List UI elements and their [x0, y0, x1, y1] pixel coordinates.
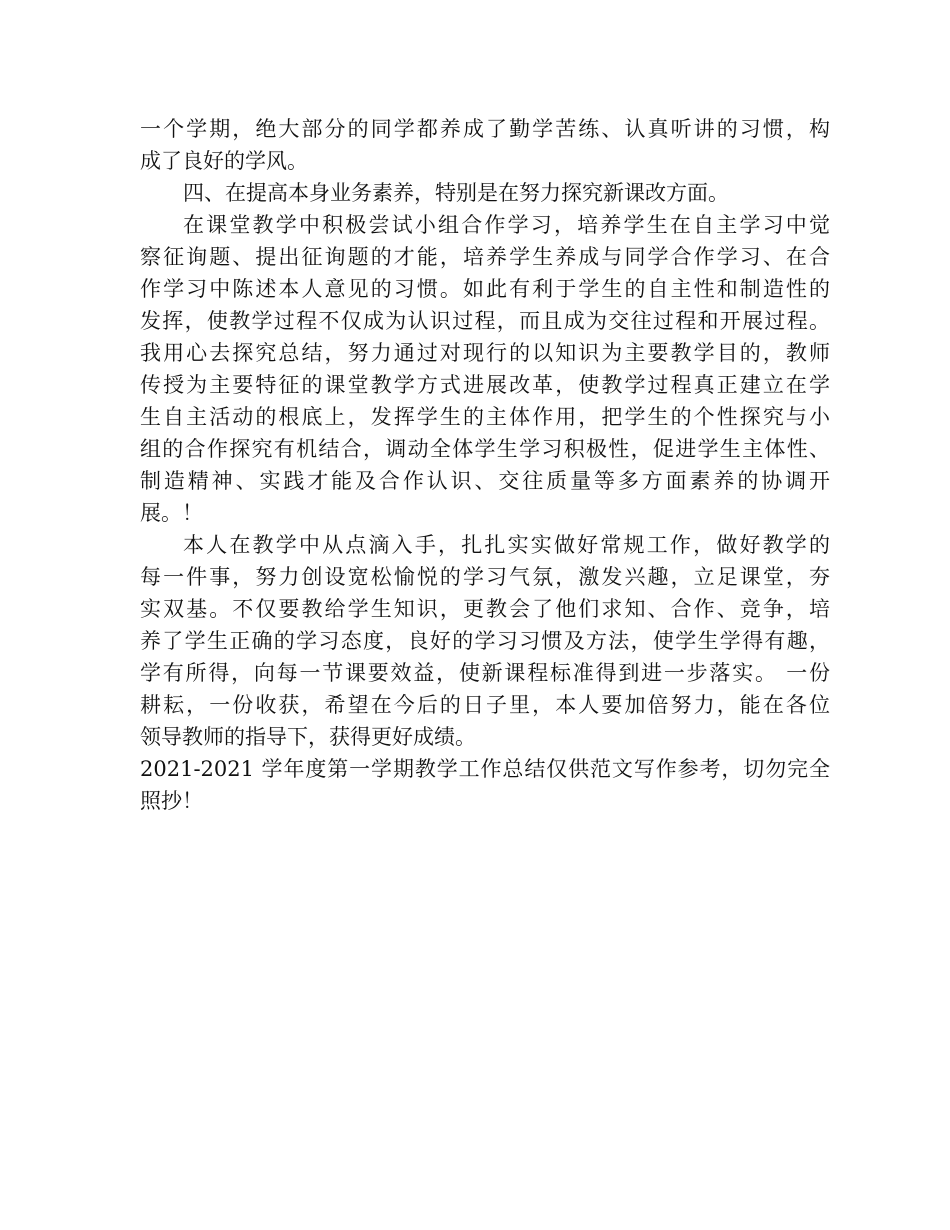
text-line: 一个学期，绝大部分的同学都养成了勤学苦练、认真听讲的习惯，构 [140, 117, 830, 141]
text-line: 2021-2021 学年度第一学期教学工作总结仅供范文写作参考，切勿完全 [140, 757, 830, 781]
text-line: 四、在提高本身业务素养，特别是在努力探究新课改方面。 [183, 181, 729, 205]
paragraph-student-habits [140, 113, 830, 177]
text-line: 在课堂教学中积极尝试小组合作学习，培养学生在自主学习中觉 [183, 213, 830, 237]
paragraph-group-learning [140, 209, 830, 529]
text-line: 本人在教学中从点滴入手，扎扎实实做好常规工作，做好教学的 [183, 533, 830, 557]
text-line: 传授为主要特征的课堂教学方式进展改革，使教学过程真正建立在学 [140, 373, 830, 397]
text-line: 生自主活动的根底上，发挥学生的主体作用，把学生的个性探究与小 [140, 405, 830, 429]
text-line: 养了学生正确的学习态度，良好的学习习惯及方法，使学生学得有趣， [140, 629, 830, 653]
paragraph-routine-work [140, 529, 830, 753]
text-line: 耕耘，一份收获，希望在今后的日子里，本人要加倍努力，能在各位 [140, 693, 830, 717]
text-line: 成了良好的学风。 [140, 149, 308, 173]
document-body [140, 113, 830, 817]
text-line: 我用心去探究总结，努力通过对现行的以知识为主要教学目的，教师 [140, 341, 830, 365]
text-line: 展。！ [140, 501, 203, 525]
paragraph-reference-note [140, 753, 830, 817]
text-line: 组的合作探究有机结合，调动全体学生学习积极性，促进学生主体性、 [140, 437, 830, 461]
text-line: 制造精神、实践才能及合作认识、交往质量等多方面素养的协调开 [140, 469, 830, 493]
text-line: 每一件事，努力创设宽松愉悦的学习气氛，激发兴趣，立足课堂，夯 [140, 565, 830, 589]
text-line: 学有所得，向每一节课要效益，使新课程标准得到进一步落实。 一份 [140, 661, 830, 685]
text-line: 发挥，使教学过程不仅成为认识过程，而且成为交往过程和开展过程。 [140, 309, 830, 333]
text-line: 领导教师的指导下，获得更好成绩。 [140, 725, 476, 749]
text-line: 实双基。不仅要教给学生知识，更教会了他们求知、合作、竞争，培 [140, 597, 830, 621]
section-heading-four [140, 177, 830, 209]
text-line: 察征询题、提出征询题的才能，培养学生养成与同学合作学习、在合 [140, 245, 830, 269]
text-line: 作学习中陈述本人意见的习惯。如此有利于学生的自主性和制造性的 [140, 277, 830, 301]
text-line: 照抄！ [140, 789, 203, 813]
